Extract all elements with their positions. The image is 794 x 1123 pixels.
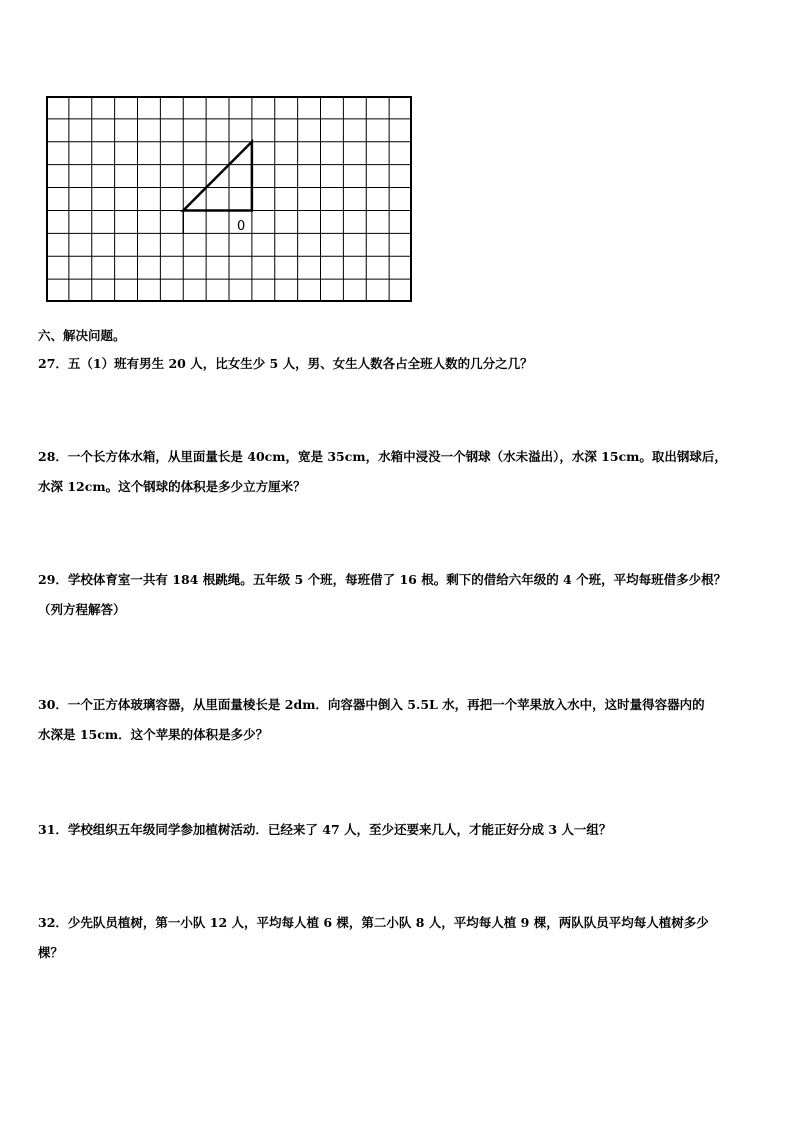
grid-figure xyxy=(46,96,412,302)
question-27-line-1 xyxy=(38,356,533,372)
question-number: 29． xyxy=(38,572,68,587)
question-text: 一个长方体水箱，从里面量长是 40cm，宽是 35cm，水箱中浸没一个钢球（水未溢出），水深 15cm。取出钢球后， xyxy=(67,449,727,464)
question-number: 31． xyxy=(38,822,68,837)
question-30-line-1 xyxy=(38,697,705,713)
question-31-line-1 xyxy=(38,822,611,838)
question-number: 27． xyxy=(38,356,68,371)
question-text: 少先队员植树，第一小队 12 人，平均每人植 6 棵，第二小队 8 人，平均每人植 9 棵，两队队员平均每人植树多少 xyxy=(67,915,709,930)
question-text: 一个正方体玻璃容器，从里面量棱长是 2dm．向容器中倒入 5.5L 水，再把一个苹果放入水中，这时量得容器内的 xyxy=(67,697,705,712)
origin-label: 0 xyxy=(237,218,246,234)
question-29-line-1 xyxy=(38,572,726,588)
question-number: 28． xyxy=(38,449,68,464)
question-text: 五（1）班有男生 20 人，比女生少 5 人，男、女生人数各占全班人数的几分之几？ xyxy=(67,356,533,371)
question-32-line-1 xyxy=(38,915,709,931)
triangle-shape xyxy=(183,142,252,211)
section-heading: 六、解决问题。 xyxy=(38,328,126,343)
question-32-line-2: 棵？ xyxy=(38,945,64,960)
question-number: 30． xyxy=(38,697,68,712)
grid-lines xyxy=(46,96,412,302)
question-text: 学校组织五年级同学参加植树活动．已经来了 47 人，至少还要来几人，才能正好分成 3 人一组？ xyxy=(67,822,612,837)
question-28-line-1 xyxy=(38,449,727,465)
question-29-line-2: （列方程解答） xyxy=(38,602,126,617)
question-number: 32． xyxy=(38,915,68,930)
question-30-line-2: 水深是 15cm．这个苹果的体积是多少？ xyxy=(38,727,269,742)
question-text: 学校体育室一共有 184 根跳绳。五年级 5 个班，每班借了 16 根。剩下的借给六年级的 4 个班，平均每班借多少根？ xyxy=(67,572,727,587)
question-28-line-2: 水深 12cm。这个钢球的体积是多少立方厘米？ xyxy=(38,479,306,494)
